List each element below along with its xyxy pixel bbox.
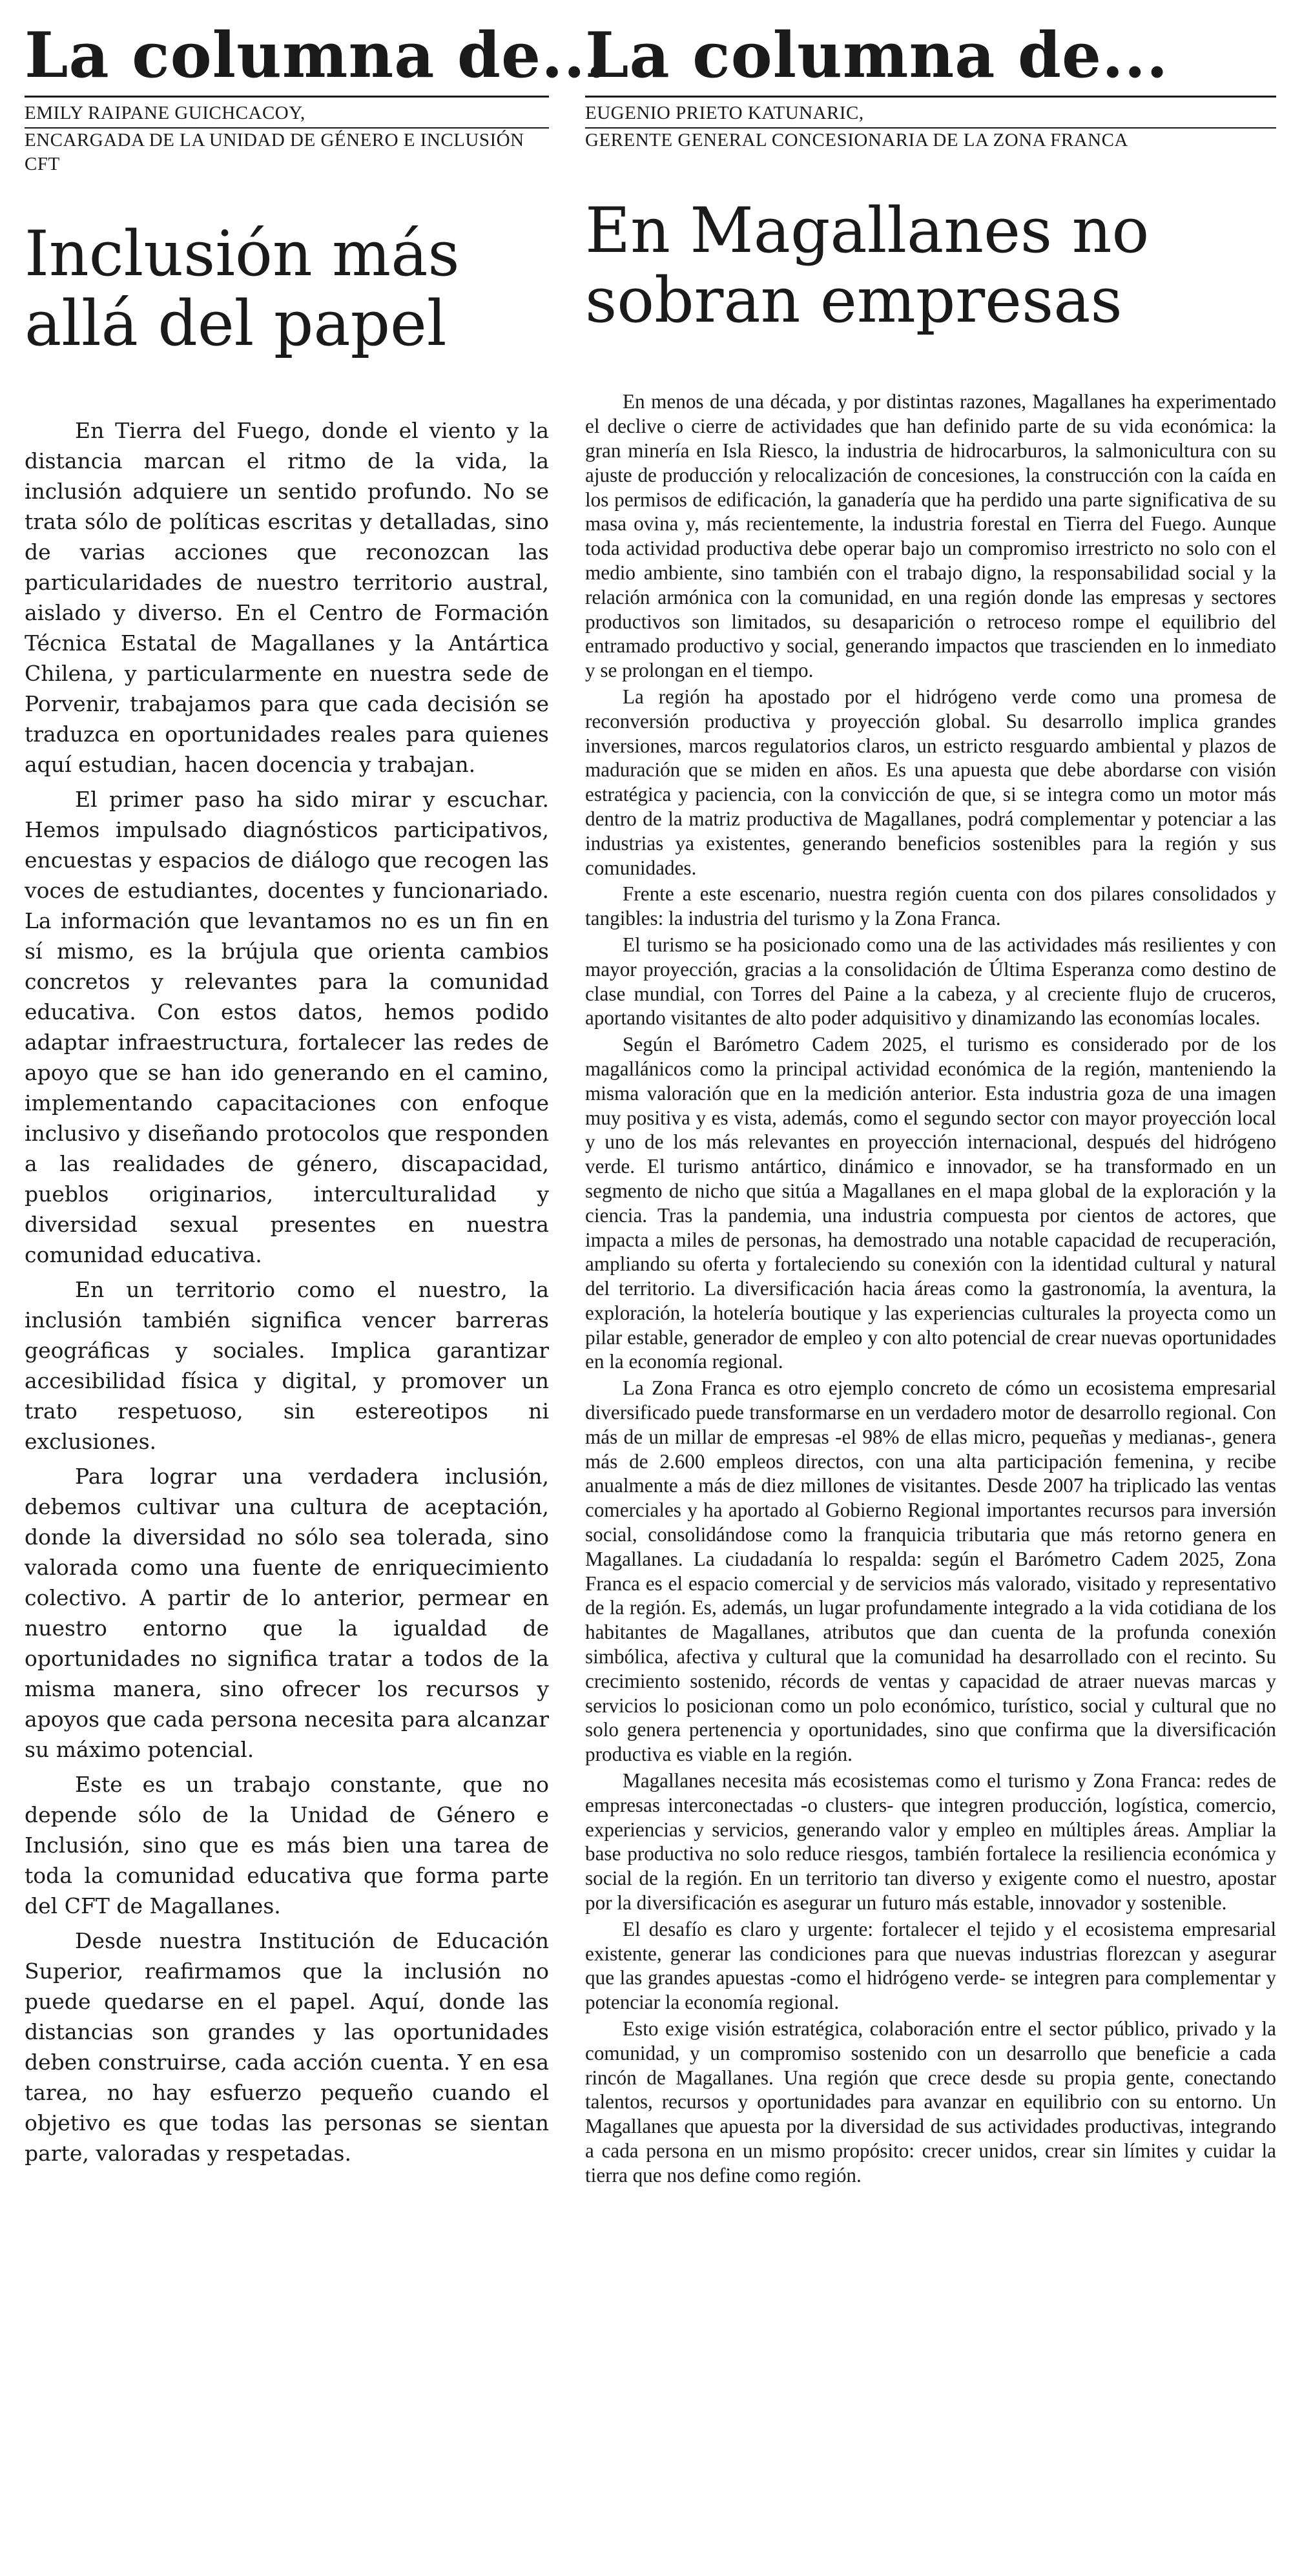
author-byline [25,101,549,177]
body-paragraph: Desde nuestra Institución de Educación Superior, reafirmamos que la inclusión no puede quedarse en el papel. Aquí, donde las distancias son grandes y las oportunidades deben construirse, cada acción cuenta. Y en esa tarea, no hay esfuerzo pequeño cuando el objetivo es que todas las personas se sientan parte, valoradas y respetadas. [25,1928,549,2166]
right-column [585,0,1276,2190]
body-paragraph: El primer paso ha sido mirar y escuchar. Hemos impulsado diagnósticos participativos, encuestas y espacios de diálogo que recogen las voces de estudiantes, docentes y funcionariado. La información que levantamos no es un fin en sí mismo, es la brújula que orienta cambios concretos y relevantes para la comunidad educativa. Con estos datos, hemos podido adaptar infraestructura, fortalecer las redes de apoyo que se han ido generando en el camino, implementando capacitaciones con enfoque inclusivo y diseñando protocolos que responden a las realidades de género, discapacidad, pueblos originarios, interculturalidad y diversidad sexual presentes en nuestra comunidad educativa. [25,787,549,1268]
body-paragraph: Para lograr una verdadera inclusión, debemos cultivar una cultura de aceptación, donde la diversidad no sólo sea tolerada, sino valorada como una fuente de enriquecimiento colectivo. A partir de lo anterior, permear en nuestro entorno que la igualdad de oportunidades no significa tratar a todos de la misma manera, sino ofrecer los recursos y apoyos que cada persona necesita para alcanzar su máximo potencial. [25,1464,550,1763]
left-column [25,0,608,2173]
body-paragraph: En Tierra del Fuego, donde el viento y la distancia marcan el ritmo de la vida, la inclusión adquiere un sentido profundo. No se trata sólo de políticas escritas y detalladas, sino de varias acciones que reconozcan las particularidades de nuestro territorio austral, aislado y diverso. En el Centro de Formación Técnica Estatal de Magallanes y la Antártica Chilena, y particularmente en nuestra sede de Porvenir, trabajamos para que cada decisión se traduzca en oportunidades reales para quienes aquí estudian, hacen docencia y trabajan. [25,418,549,778]
article-headline: En Magallanes no sobran empresas [585,194,1150,337]
body-paragraph: La Zona Franca es otro ejemplo concreto de cómo un ecosistema empresarial diversificado puede transformarse en un verdadero motor de desarrollo regional. Con más de un millar de empresas -el 98% de ellas micro, pequeñas y medianas-, genera más de 2.600 empleos directos, con una alta participación femenina, y recibe anualmente a más de diez millones de visitantes. Desde 2007 ha triplicado las ventas comerciales y ha aportado al Gobierno Regional importantes recursos para inversión social, consolidándose como la franquicia tributaria que más retorno genera en Magallanes. La ciudadanía lo respalda: según el Barómetro Cadem 2025, Zona Franca es el espacio comercial y de servicios más valorado, visitado y representativo de la región. Es, además, un lugar profundamente integrado a la vida cotidiana de los habitantes de Magallanes, atributos que dan cuenta de la profunda conexión simbólica, afectiva y cultural que la comunidad ha desarrollado con el recinto. Su crecimiento sostenido, récords de ventas y capacidad de atraer nuevas marcas y servicios lo posicionan como un polo económico, turístico, social y cultural que no solo genera pertenencia y oportunidades, sino que confirma que la diversificación productiva es viable en la región. [585,1376,1276,1766]
kicker-rule [585,96,1276,98]
body-paragraph: Este es un trabajo constante, que no depende sólo de la Unidad de Género e Inclusión, sino que es más bien una tarea de toda la comunidad educativa que forma parte del CFT de Magallanes. [25,1772,549,1919]
body-paragraph: Magallanes necesita más ecosistemas como el turismo y Zona Franca: redes de empresas interconectadas -o clusters- que integren producción, logística, comercio, experiencias y servicios, generando valor y empleo en múltiples áreas. Ampliar la base productiva no solo reduce riesgos, también fortalece la resiliencia económica y social de la región. En un territorio tan diverso y exigente como el nuestro, apostar por la diversificación es asegurar un futuro más estable, innovador y sostenible. [585,1769,1276,1915]
author-role: ENCARGADA DE LA UNIDAD DE GÉNERO E INCLUSIÓN CFT [25,129,524,175]
body-paragraph: Esto exige visión estratégica, colaboración entre el sector público, privado y la comunidad, y un compromiso sostenido con un desarrollo que beneficie a cada rincón de Magallanes. Una región que crece desde su propia gente, conectando talentos, recursos y oportunidades para avanzar en equilibrio con su entorno. Un Magallanes que apuesta por la diversidad de sus actividades productivas, integrando a cada persona en un mismo propósito: crecer unidos, crear sin límites y cuidar la tierra que nos define como región. [585,2017,1276,2186]
article-body [585,390,1276,2187]
article-headline: Inclusión más allá del papel [25,218,460,360]
body-paragraph: La región ha apostado por el hidrógeno verde como una promesa de reconversión productiva y proyección global. Su desarrollo implica grandes inversiones, marcos regulatorios claros, un estricto resguardo ambiental y plazos de maduración que se miden en años. Es una apuesta que debe abordarse con visión estratégica y paciencia, con la convicción de que, si se integra como un motor más dentro de la matriz productiva de Magallanes, podrá complementar y potenciar a las industrias ya existentes, generando beneficios sostenibles para la región y sus comunidades. [585,685,1276,879]
column-kicker: La columna de... [25,19,608,92]
body-paragraph: En un territorio como el nuestro, la inclusión también significa vencer barreras geográficas y sociales. Implica garantizar accesibilidad física y digital, y promover un trato respetuoso, sin estereotipos ni exclusiones. [25,1277,549,1455]
body-paragraph: Frente a este escenario, nuestra región cuenta con dos pilares consolidados y tangibles: la industria del turismo y la Zona Franca. [585,882,1276,930]
body-paragraph: El turismo se ha posicionado como una de las actividades más resilientes y con mayor proyección, gracias a la consolidación de Última Esperanza como destino de clase mundial, con Torres del Paine a la cabeza, y al creciente flujo de cruceros, aportando visitantes de alto poder adquisitivo y dinamizando las economías locales. [585,933,1276,1030]
kicker-rule [25,96,549,98]
author-role: GERENTE GENERAL CONCESIONARIA DE LA ZONA FRANCA [585,129,1128,151]
body-paragraph: El desafío es claro y urgente: fortalecer el tejido y el ecosistema empresarial existente, generar las condiciones para que nuevas industrias florezcan y asegurar que las grandes apuestas -como el hidrógeno verde- se integren para complementar y potenciar la economía regional. [585,1917,1276,2014]
author-name: EUGENIO PRIETO KATUNARIC, [585,101,1276,129]
body-paragraph: Según el Barómetro Cadem 2025, el turismo es considerado por de los magallánicos como la principal actividad económica de la región, manteniendo la misma valoración que en la medición anterior. Esta industria goza de una imagen muy positiva y es vista, además, como el segundo sector con mayor proyección local y uno de los más relevantes en proyección internacional, después del hidrógeno verde. El turismo antártico, dinámico e innovador, se ha transformado en un segmento de nicho que sitúa a Magallanes en el mapa global de la exploración y la ciencia. Tras la pandemia, una industria compuesta por cientos de actores, que impacta a miles de personas, ha demostrado una notable capacidad de recuperación, ampliando su oferta y fortaleciendo su conexión con la identidad cultural y natural del territorio. La diversificación hacia áreas como la gastronomía, la aventura, la exploración, la hotelería boutique y las experiencias culturales la proyecta como un pilar estable, generador de empleo y con alto potencial de crear nuevas oportunidades en la economía regional. [585,1033,1276,1373]
column-kicker: La columna de... [585,19,1169,92]
article-body [25,415,549,2168]
author-byline [585,101,1276,152]
body-paragraph: En menos de una década, y por distintas razones, Magallanes ha experimentado el declive o cierre de actividades que han definido parte de su vida económica: la gran minería en Isla Riesco, la industria de hidrocarburos, la salmonicultura con su ajuste de producción y relocalización de concesiones, la construcción con la caída en los permisos de edificación, la ganadería que ha perdido una parte significativa de su masa ovina y, más recientemente, la industria forestal en Tierra del Fuego. Aunque toda actividad productiva debe operar bajo un compromiso irrestricto no solo con el medio ambiente, sino también con el trabajo digno, la responsabilidad social y la relación armónica con la comunidad, en una región donde las empresas y sectores productivos son limitados, su desaparición o retroceso rompe el equilibrio del entramado productivo y social, generando impactos que trascienden en lo inmediato y se prolongan en el tiempo. [585,390,1276,682]
author-name: EMILY RAIPANE GUICHCACOY, [25,101,549,129]
